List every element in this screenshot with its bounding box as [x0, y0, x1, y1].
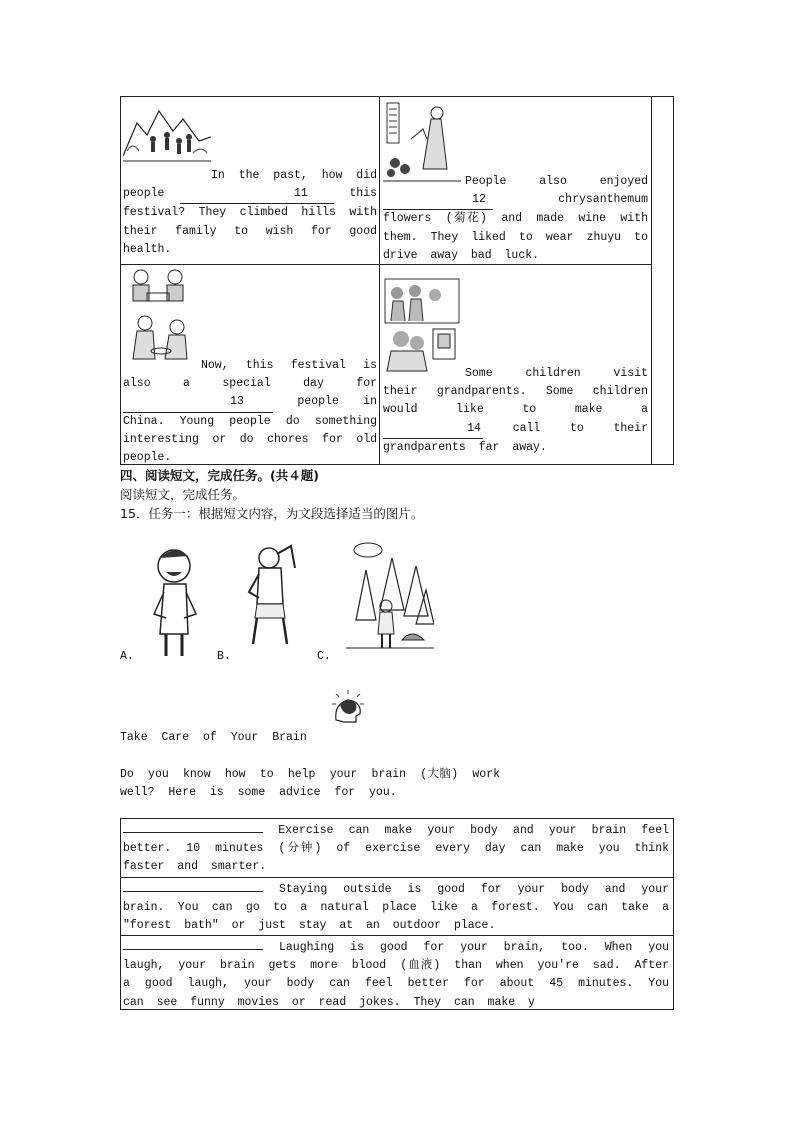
blank-12[interactable]: 12 [383, 191, 493, 210]
option-b-label[interactable]: B. [217, 650, 231, 663]
option-b-exercising-boy-picture [243, 544, 301, 650]
option-c-forest-picture [346, 540, 434, 652]
option-c-label[interactable]: C. [317, 650, 331, 663]
section-heading: 四、阅读短文，完成任务。(共４题) [120, 468, 319, 483]
instruction-text: 阅读短文，完成任务。 [120, 487, 246, 502]
answer-blank-2[interactable] [123, 891, 263, 892]
option-a-label[interactable]: A. [120, 650, 134, 663]
blank-14[interactable]: 14 [383, 420, 483, 439]
passage-title: Take Care of Your Brain [120, 731, 307, 744]
blank-11[interactable]: 11 [180, 185, 334, 204]
top-table [120, 96, 674, 465]
option-a-laughing-boy-picture [148, 544, 204, 662]
brain-icon [330, 690, 366, 726]
grandparents-picture [383, 277, 463, 373]
table-row: Laughing is good for your brain, too. When you laugh, your brain gets more blood (血液) than when you're sad. After a good laugh, your body can feel better for about 45 minutes. You can see funny movies or read jokes. They can make y [121, 935, 673, 1010]
passage-intro: Do you know how to help your brain (大脑) work well? Here is some advice for you. [120, 768, 500, 799]
task-text: 15．任务一：根据短文内容，为文段选择适当的图片。 [120, 506, 424, 521]
blank-13[interactable]: 13 [123, 393, 273, 412]
answer-blank-3[interactable] [123, 949, 263, 950]
cell-14-text: Some children visit their grandparents. Some children would like to make a 14 call to their grandparents far away. [383, 367, 649, 454]
cell-13-text: Now, this festival is also a special day for 13 people in China. Young people do something interesting or do chores for old people. [123, 359, 377, 465]
answer-blank-1[interactable] [123, 832, 263, 833]
mountain-climbing-picture [123, 101, 211, 167]
bottom-table [120, 818, 674, 1010]
table-row: Staying outside is good for your body and your brain. You can go to a natural place like a forest. You can take a "forest bath" or just stay at an outdoor place. [121, 877, 673, 936]
table-row: Exercise can make your body and your brain feel better. 10 minutes (分钟) of exercise every day can make you think faster and smarter. [123, 824, 670, 874]
cell-12-text: People also enjoyed 12 chrysanthemum flowers (菊花) and made wine with them. They liked to wear zhuyu to drive away bad luck. [383, 175, 648, 262]
cell-11-text: In the past, how did people 11 this festival? They climbed hills with their family to wish for good health. [123, 169, 377, 256]
family-picture [125, 267, 195, 363]
